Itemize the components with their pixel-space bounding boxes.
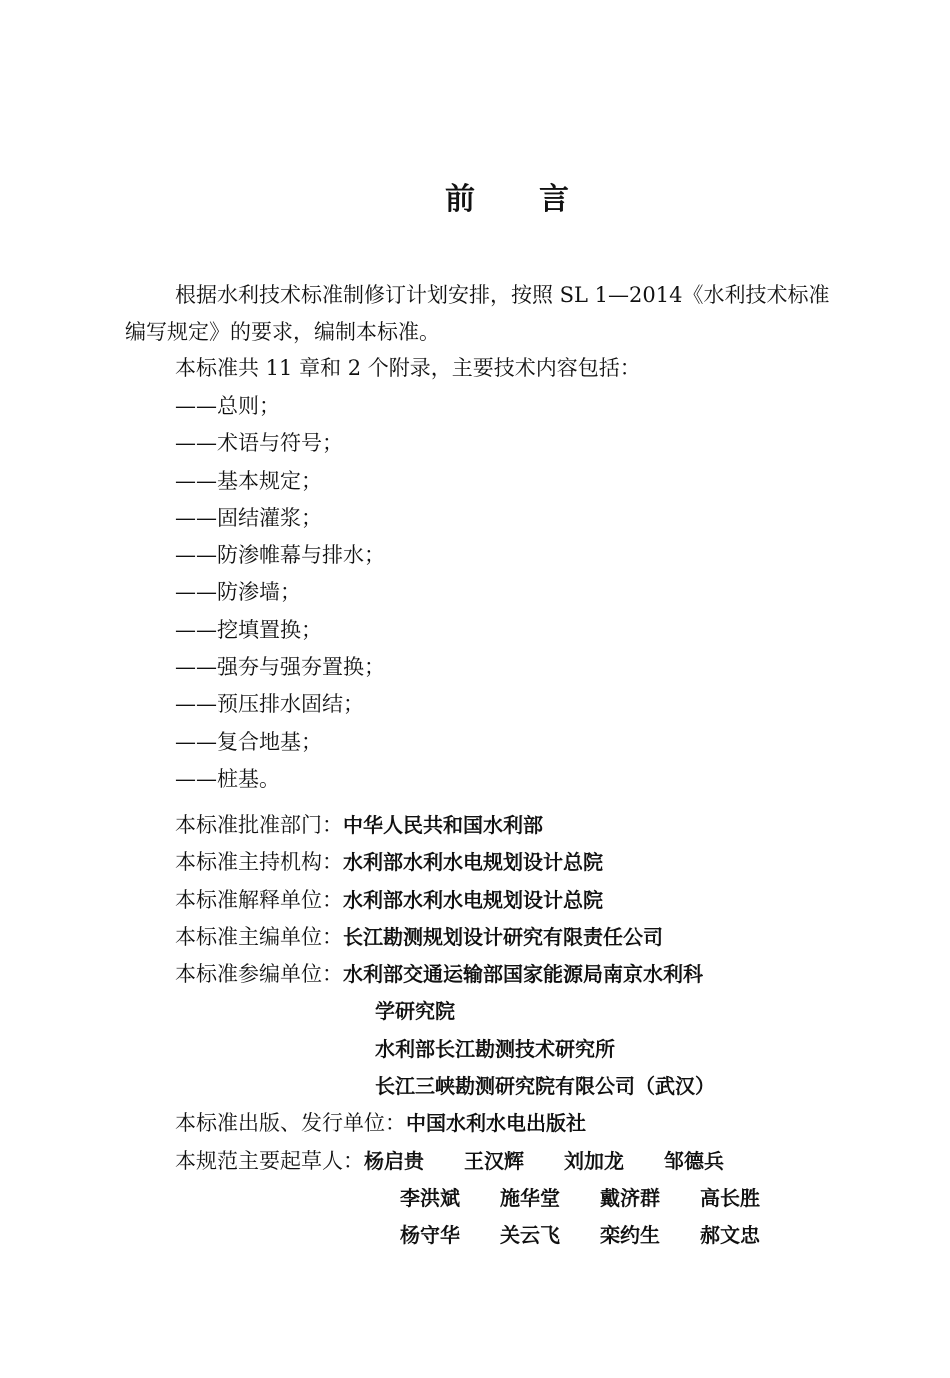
participating-row	[175, 956, 800, 993]
drafter-name: 邹德兵	[664, 1148, 724, 1173]
standard-info-block	[175, 807, 800, 1255]
chapter-item: ——防渗帷幕与排水；	[175, 543, 385, 568]
chief-editor-label: 本标准主编单位：	[175, 924, 343, 949]
drafter-name: 郝文忠	[700, 1223, 760, 1248]
chapter-item: ——基本规定；	[175, 468, 322, 493]
chapter-item: ——固结灌浆；	[175, 505, 322, 530]
approval-row	[175, 807, 800, 844]
approval-label: 本标准批准部门：	[175, 813, 343, 837]
interpret-label: 本标准解释单位：	[175, 887, 343, 912]
drafter-name: 关云飞	[500, 1223, 560, 1248]
chief-editor-row	[175, 919, 800, 956]
participating-value-1: 水利部交通运输部国家能源局南京水利科	[343, 962, 703, 987]
drafter-name: 王汉辉	[464, 1148, 524, 1173]
approval-value: 中华人民共和国水利部	[343, 813, 543, 837]
chapter-item: ——术语与符号；	[175, 431, 343, 456]
page-title	[0, 180, 950, 220]
interpret-row	[175, 882, 800, 919]
chapter-item: ——桩基。	[175, 766, 280, 791]
drafter-name: 杨启贵	[364, 1148, 424, 1173]
contents-paragraph: 本标准共 11 章和 2 个附录，主要技术内容包括：	[175, 356, 641, 380]
chapter-item: ——预压排水固结；	[175, 692, 364, 717]
drafter-name: 施华堂	[500, 1185, 560, 1210]
chapter-item: ——强夯与强夯置换；	[175, 655, 385, 680]
publisher-value: 中国水利水电出版社	[406, 1111, 586, 1136]
chapter-item: ——挖填置换；	[175, 617, 322, 642]
drafter-name: 戴济群	[600, 1185, 660, 1210]
title-char-1: 前	[445, 182, 539, 217]
drafter-name: 栾约生	[600, 1223, 660, 1248]
title-char-2: 言	[539, 182, 569, 217]
publisher-label: 本标准出版、发行单位：	[175, 1111, 406, 1136]
drafter-name: 刘加龙	[564, 1148, 624, 1173]
drafters-row	[175, 1143, 800, 1180]
drafter-name: 杨守华	[400, 1223, 460, 1248]
host-value: 水利部水利水电规划设计总院	[343, 850, 603, 875]
drafters-grid	[364, 1143, 764, 1180]
participating-value-2: 学研究院	[375, 999, 455, 1024]
participating-value-4: 长江三峡勘测研究院有限公司（武汉）	[375, 1074, 715, 1099]
participating-label: 本标准参编单位：	[175, 962, 343, 987]
drafters-label: 本规范主要起草人：	[175, 1148, 364, 1173]
chief-editor-value: 长江勘测规划设计研究有限责任公司	[343, 924, 663, 949]
chapter-item: ——防渗墙；	[175, 580, 301, 605]
chapter-item: ——复合地基；	[175, 729, 322, 754]
host-label: 本标准主持机构：	[175, 850, 343, 875]
drafters-grid-row3	[175, 1217, 800, 1254]
chapter-list	[175, 388, 385, 798]
drafters-grid-row2	[175, 1180, 800, 1217]
host-row	[175, 844, 800, 881]
interpret-value: 水利部水利水电规划设计总院	[343, 887, 603, 912]
intro-paragraph: 根据水利技术标准制修订计划安排，按照 SL 1—2014《水利技术标准编写规定》的要求，编制本标准。	[125, 283, 830, 344]
drafter-name: 高长胜	[700, 1185, 760, 1210]
drafter-name: 李洪斌	[400, 1185, 460, 1210]
participating-value-3: 水利部长江勘测技术研究所	[375, 1036, 615, 1061]
publisher-row	[175, 1105, 800, 1142]
chapter-item: ——总则；	[175, 394, 280, 418]
